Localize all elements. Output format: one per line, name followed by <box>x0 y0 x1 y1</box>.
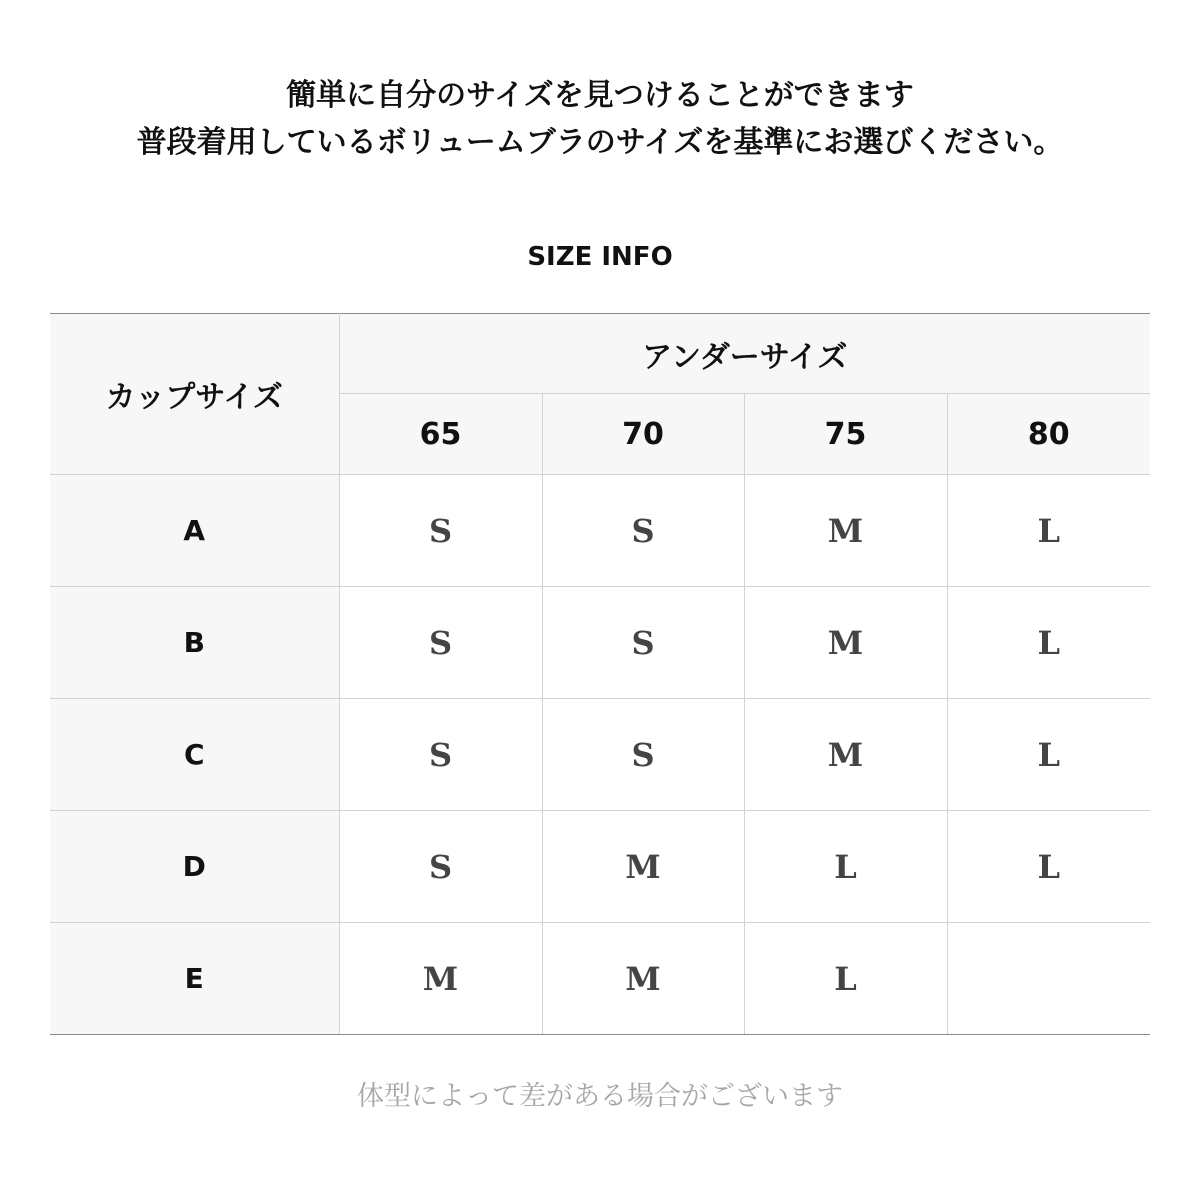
size-cell: M <box>542 811 744 923</box>
size-cell <box>947 923 1150 1035</box>
table-row <box>50 475 1150 587</box>
table-row <box>50 699 1150 811</box>
size-cell: S <box>339 699 542 811</box>
table-row <box>50 587 1150 699</box>
header-row-top <box>50 314 1150 394</box>
cup-label: E <box>50 923 339 1035</box>
size-cell: S <box>542 475 744 587</box>
size-cell: S <box>339 811 542 923</box>
size-cell: M <box>542 923 744 1035</box>
intro-text <box>0 72 1200 166</box>
size-cell: L <box>947 811 1150 923</box>
intro-line-1: 簡単に自分のサイズを見つけることができます <box>286 78 914 113</box>
cup-label: B <box>50 587 339 699</box>
size-cell: M <box>744 587 947 699</box>
band-header: 65 <box>339 394 542 475</box>
size-cell: L <box>744 811 947 923</box>
size-cell: L <box>744 923 947 1035</box>
size-cell: M <box>744 699 947 811</box>
size-chart-table <box>50 313 1150 1035</box>
size-cell: S <box>339 475 542 587</box>
size-cell: M <box>744 475 947 587</box>
cup-label: A <box>50 475 339 587</box>
under-size-header: アンダーサイズ <box>339 314 1150 394</box>
size-cell: S <box>339 587 542 699</box>
size-cell: S <box>542 587 744 699</box>
cup-size-header: カップサイズ <box>50 314 339 475</box>
size-cell: L <box>947 587 1150 699</box>
size-cell: L <box>947 699 1150 811</box>
intro-line-2: 普段着用しているボリュームブラのサイズを基準にお選びください。 <box>136 125 1064 160</box>
band-header: 70 <box>542 394 744 475</box>
table-row <box>50 923 1150 1035</box>
size-cell: M <box>339 923 542 1035</box>
cup-label: C <box>50 699 339 811</box>
section-title: SIZE INFO <box>527 242 673 272</box>
size-cell: S <box>542 699 744 811</box>
table-row <box>50 811 1150 923</box>
cup-label: D <box>50 811 339 923</box>
band-header: 80 <box>947 394 1150 475</box>
size-cell: L <box>947 475 1150 587</box>
band-header: 75 <box>744 394 947 475</box>
footnote: 体型によって差がある場合がございます <box>357 1081 843 1112</box>
